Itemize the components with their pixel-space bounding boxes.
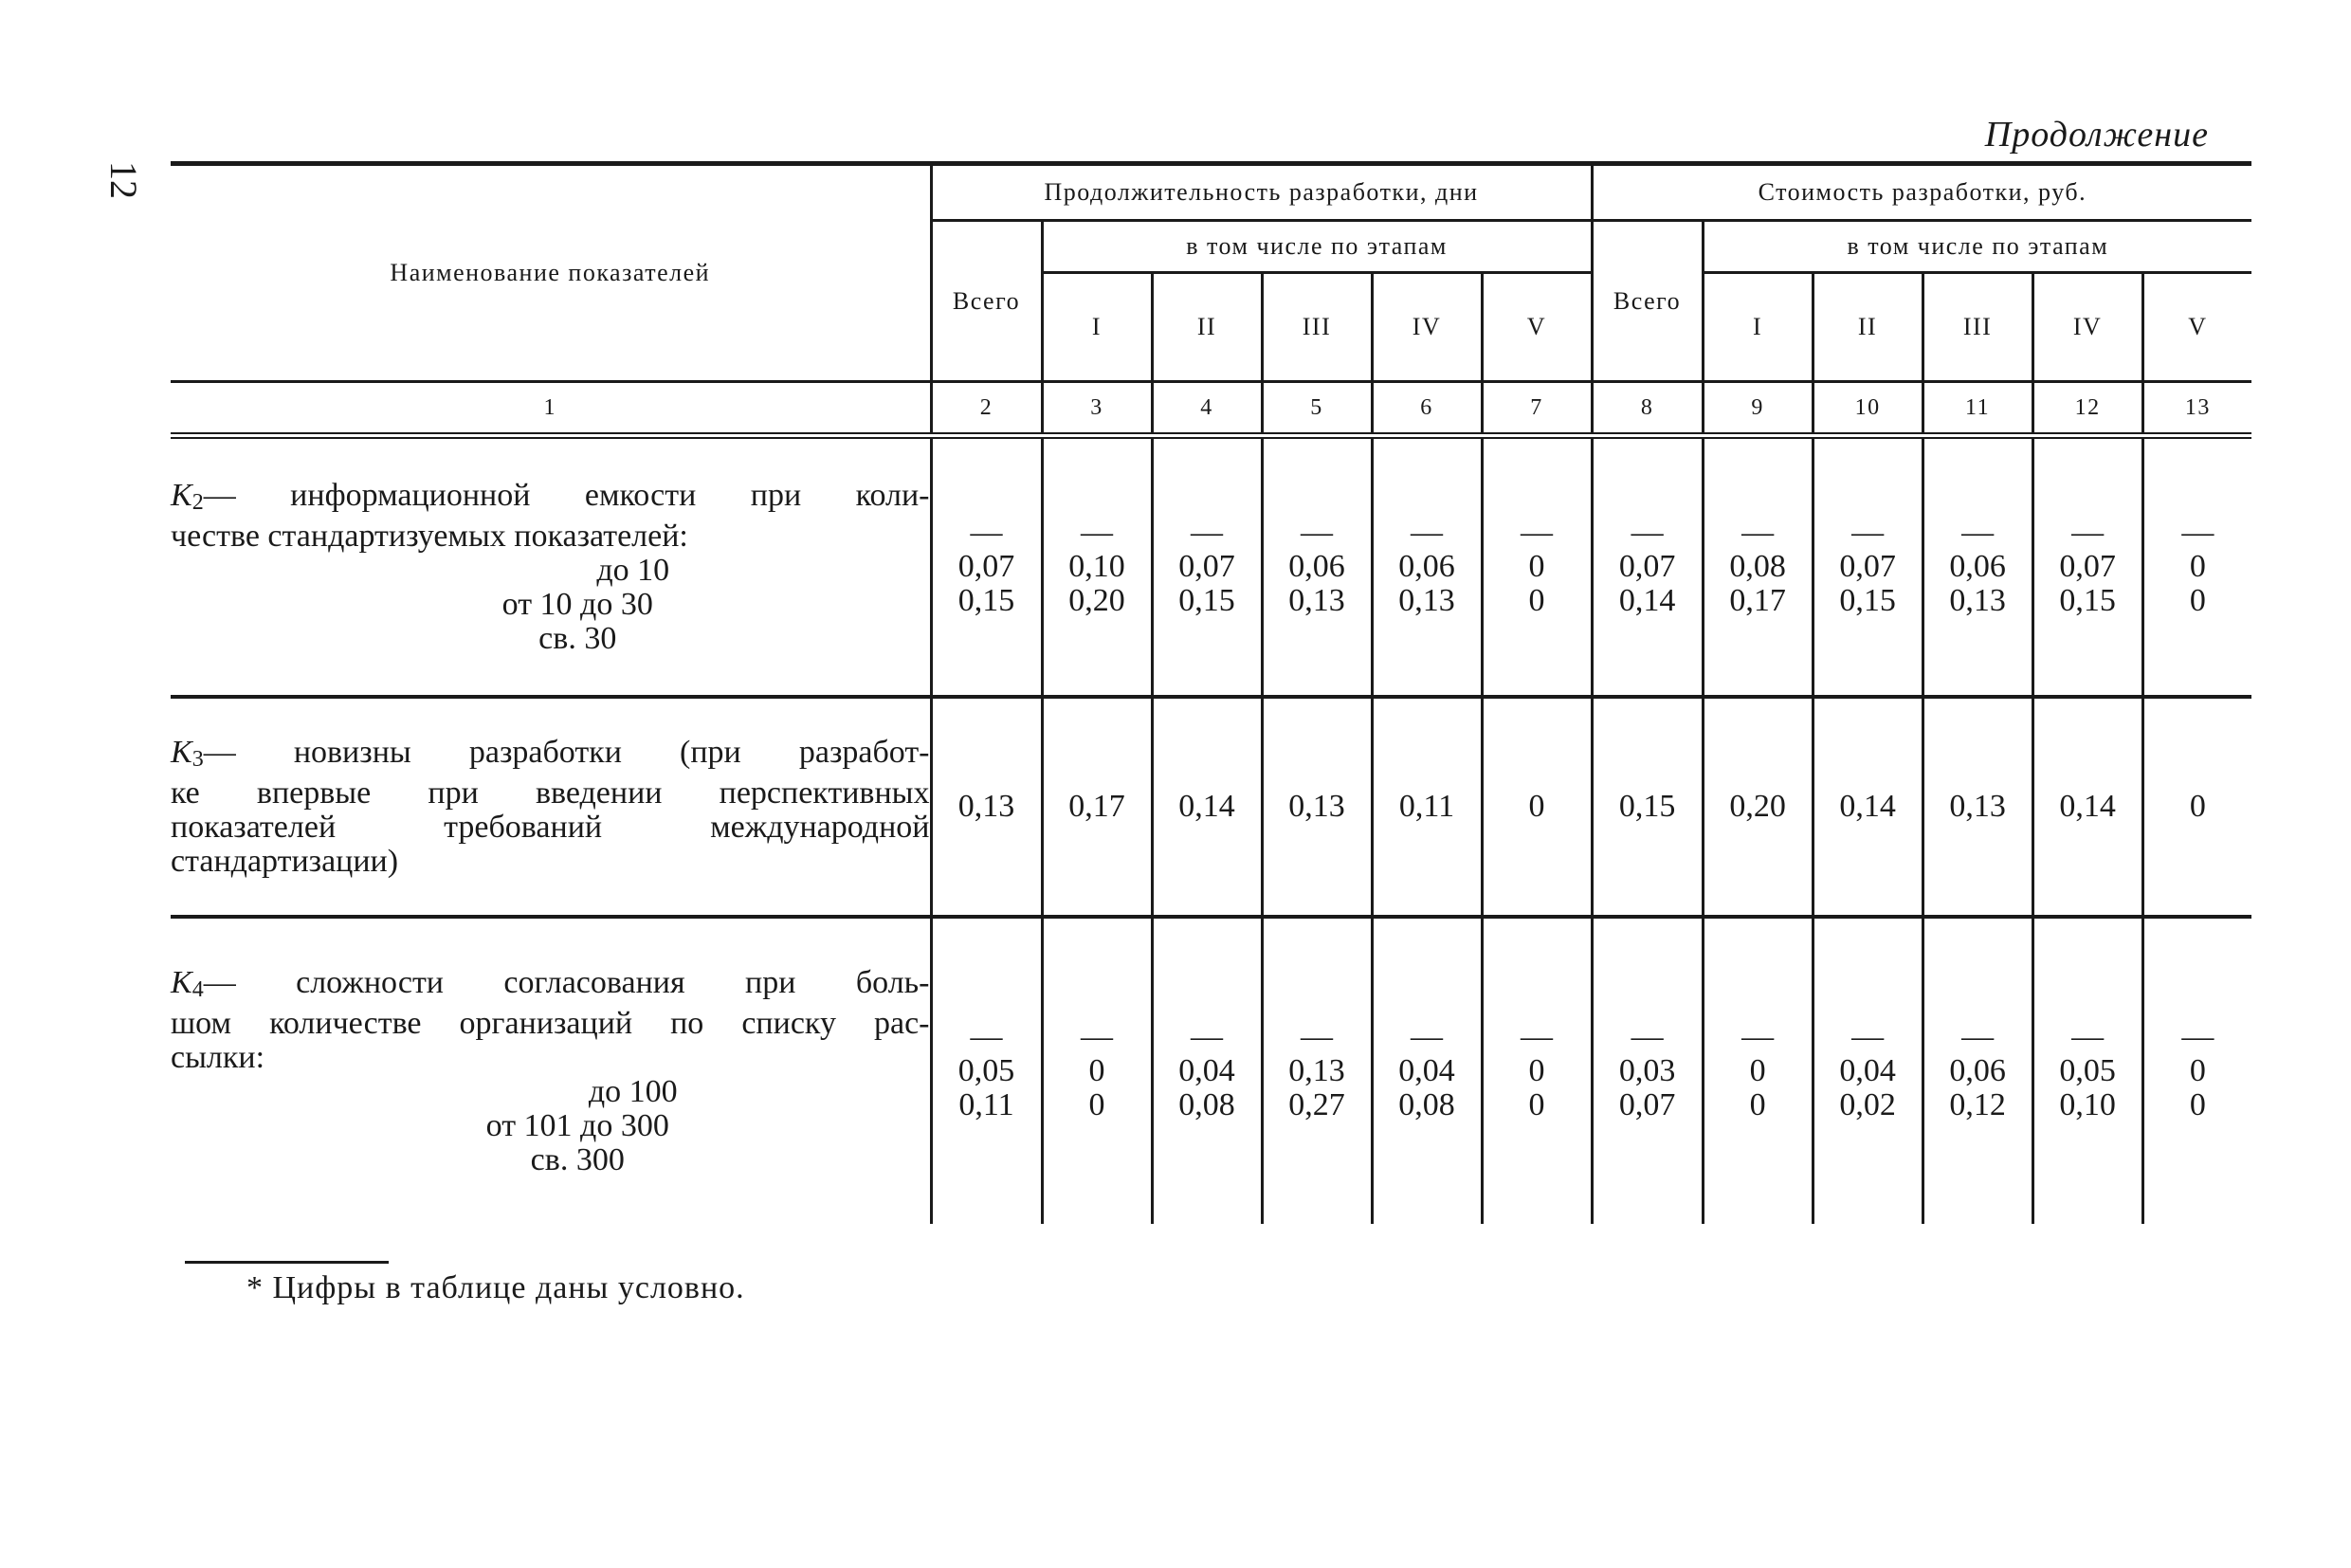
indicator-symbol: K [171,734,192,770]
value-dash: — [1411,1018,1443,1054]
indicator-name [171,917,931,1224]
option-label: св. 300 [530,1141,625,1177]
value: 0,15 [1839,582,1896,618]
indicator-subscript: 2 [191,489,204,515]
value: 0,15 [957,582,1015,618]
duration-stage-header: I [1042,273,1152,382]
value-cell: 0,17 [1042,697,1152,917]
value: 0 [2189,1052,2206,1088]
value: 0,15 [2059,582,2116,618]
value: 0,07 [1178,548,1235,584]
value-cell [1482,917,1592,1224]
value-cell [1813,917,1923,1224]
description-line: — новизны разработки (при разработ- [203,734,930,770]
value-dash: — [2071,1018,2105,1054]
value-cell [1923,436,2032,698]
value: 0,11 [958,1086,1014,1122]
value: 0,03 [1618,1052,1676,1088]
value: 0,07 [1618,1086,1676,1122]
value: 0,12 [1949,1086,2006,1122]
duration-stage-header: III [1262,273,1372,382]
value: 0,10 [1068,548,1125,584]
value-cell [1372,917,1482,1224]
column-number: 3 [1042,382,1152,436]
value-dash: — [1521,514,1554,550]
table-row [171,697,2251,917]
indicator-symbol: K [171,477,192,513]
value-dash: — [1081,514,1113,550]
value: 0,06 [1949,1052,2006,1088]
value: 0,05 [957,1052,1015,1088]
value-cell: 0,14 [1152,697,1262,917]
duration-stage-header: II [1152,273,1262,382]
description-line: честве стандартизуемых показателей: [171,518,688,554]
description-line: стандартизации) [171,843,399,879]
value: 0,17 [1729,582,1786,618]
value-cell [2032,917,2142,1224]
option-label: от 10 до 30 [501,586,653,622]
value-dash: — [1081,1018,1113,1054]
value: 0 [1528,1086,1545,1122]
description-line: сылки: [171,1039,265,1075]
value-cell [931,917,1042,1224]
value-dash: — [1631,1018,1664,1054]
value: 0,10 [2059,1086,2116,1122]
value-cell [1042,917,1152,1224]
cost-stage-header: I [1703,273,1813,382]
name-column-header: Наименование показателей [171,164,931,382]
value-cell [1592,436,1703,698]
column-number: 4 [1152,382,1262,436]
value-cell: 0 [2142,697,2251,917]
value-dash: — [1631,514,1664,550]
value: 0 [1528,548,1545,584]
value: 0 [1088,1052,1105,1088]
value: 0,13 [1288,1052,1345,1088]
duration-group-header: Продолжительность разработки, дни [931,164,1592,221]
indicator-name [171,436,931,698]
value-dash: — [1741,514,1775,550]
value: 0,04 [1178,1052,1235,1088]
cost-stage-header: III [1923,273,2032,382]
value-cell [1482,436,1592,698]
value: 0,20 [1068,582,1125,618]
value-dash: — [1301,514,1333,550]
value: 0 [1528,1052,1545,1088]
value-cell [1703,917,1813,1224]
value-dash: — [1961,514,1995,550]
value-dash: — [1851,514,1885,550]
continuation-label: Продолжение [1984,115,2209,155]
footnote: * Цифры в таблице даны условно. [246,1270,745,1305]
value-dash: — [1191,1018,1223,1054]
indicator-description [171,966,930,1007]
table-row [171,917,2251,1224]
value-dash: — [1961,1018,1995,1054]
indicator-symbol: K [171,964,192,1000]
description-line: показателей требований международной [171,809,930,845]
indicator-description [171,479,930,520]
value-dash: — [970,514,1003,550]
value-cell: 0,14 [2032,697,2142,917]
column-number: 10 [1813,382,1923,436]
value: 0 [1749,1086,1766,1122]
page-number: 12 [102,161,145,199]
value-cell [1152,917,1262,1224]
duration-stage-header: V [1482,273,1592,382]
value-dash: — [1411,514,1443,550]
value: 0,14 [1618,582,1676,618]
duration-stage-header: IV [1372,273,1482,382]
cost-group-header: Стоимость разработки, руб. [1592,164,2251,221]
value-cell: 0,11 [1372,697,1482,917]
value-cell [1372,436,1482,698]
value-dash: — [1851,1018,1885,1054]
value-dash: — [2181,514,2214,550]
description-line: — информационной емкости при коли- [203,477,930,513]
indicator-name [171,697,931,917]
value: 0,06 [1288,548,1345,584]
value: 0,04 [1839,1052,1896,1088]
value: 0,07 [2059,548,2116,584]
value: 0 [1088,1086,1105,1122]
duration-total-header: Всего [931,221,1042,382]
value: 0 [1528,582,1545,618]
column-number: 8 [1592,382,1703,436]
value-dash: — [1191,514,1223,550]
value: 0 [2189,548,2206,584]
value-cell [1703,436,1813,698]
value: 0 [1749,1052,1766,1088]
value: 0,04 [1398,1052,1455,1088]
value-dash: — [1301,1018,1333,1054]
value-cell [931,436,1042,698]
column-number: 2 [931,382,1042,436]
value-cell: 0,13 [1262,697,1372,917]
value: 0,08 [1398,1086,1455,1122]
value-dash: — [2071,514,2105,550]
value: 0,08 [1178,1086,1235,1122]
table-row [171,436,2251,698]
value-dash: — [1741,1018,1775,1054]
description-line: шом количестве организаций по списку рас- [171,1005,930,1041]
option-label: до 10 [596,552,670,588]
value-cell: 0,14 [1813,697,1923,917]
value-dash: — [1521,1018,1554,1054]
value: 0,05 [2059,1052,2116,1088]
value-cell [1592,917,1703,1224]
value: 0,07 [957,548,1015,584]
value: 0 [2189,582,2206,618]
value-dash: — [2181,1018,2214,1054]
value: 0,27 [1288,1086,1345,1122]
indicator-subscript: 3 [191,746,204,772]
indicator-subscript: 4 [191,976,204,1002]
value-cell [1262,917,1372,1224]
value-cell [2142,436,2251,698]
value-cell: 0,20 [1703,697,1813,917]
column-number: 7 [1482,382,1592,436]
description-line: ке впервые при введении перспективных [171,775,930,811]
duration-stages-header: в том числе по этапам [1042,221,1592,273]
cost-stage-header: V [2142,273,2251,382]
cost-stages-header: в том числе по этапам [1703,221,2251,273]
value: 0 [2189,1086,2206,1122]
indicator-description [171,736,930,776]
value: 0,06 [1398,548,1455,584]
value: 0,13 [1398,582,1455,618]
value: 0,06 [1949,548,2006,584]
column-number: 12 [2032,382,2142,436]
option-label: до 100 [588,1073,678,1109]
column-number: 9 [1703,382,1813,436]
value-cell [1923,917,2032,1224]
value: 0,08 [1729,548,1786,584]
value-cell [1042,436,1152,698]
description-line: — сложности согласования при боль- [203,964,930,1000]
cost-stage-header: II [1813,273,1923,382]
value-cell [1813,436,1923,698]
column-number: 11 [1923,382,2032,436]
value-dash: — [970,1018,1003,1054]
option-label: от 101 до 300 [485,1107,669,1143]
footnote-divider [185,1261,389,1264]
value: 0,07 [1618,548,1676,584]
value-cell: 0,13 [931,697,1042,917]
value: 0,02 [1839,1086,1896,1122]
column-number: 13 [2142,382,2251,436]
cost-total-header: Всего [1592,221,1703,382]
column-number: 1 [171,382,931,436]
column-number: 5 [1262,382,1372,436]
column-number: 6 [1372,382,1482,436]
value: 0,13 [1949,582,2006,618]
value: 0,13 [1288,582,1345,618]
value: 0,07 [1839,548,1896,584]
value-cell: 0,15 [1592,697,1703,917]
value-cell [1152,436,1262,698]
value-cell [2032,436,2142,698]
value-cell: 0 [1482,697,1592,917]
value: 0,15 [1178,582,1235,618]
cost-stage-header: IV [2032,273,2142,382]
value-cell [1262,436,1372,698]
option-label: св. 30 [538,620,617,656]
value-cell: 0,13 [1923,697,2032,917]
indicator-table [171,161,2251,1224]
value-cell [2142,917,2251,1224]
